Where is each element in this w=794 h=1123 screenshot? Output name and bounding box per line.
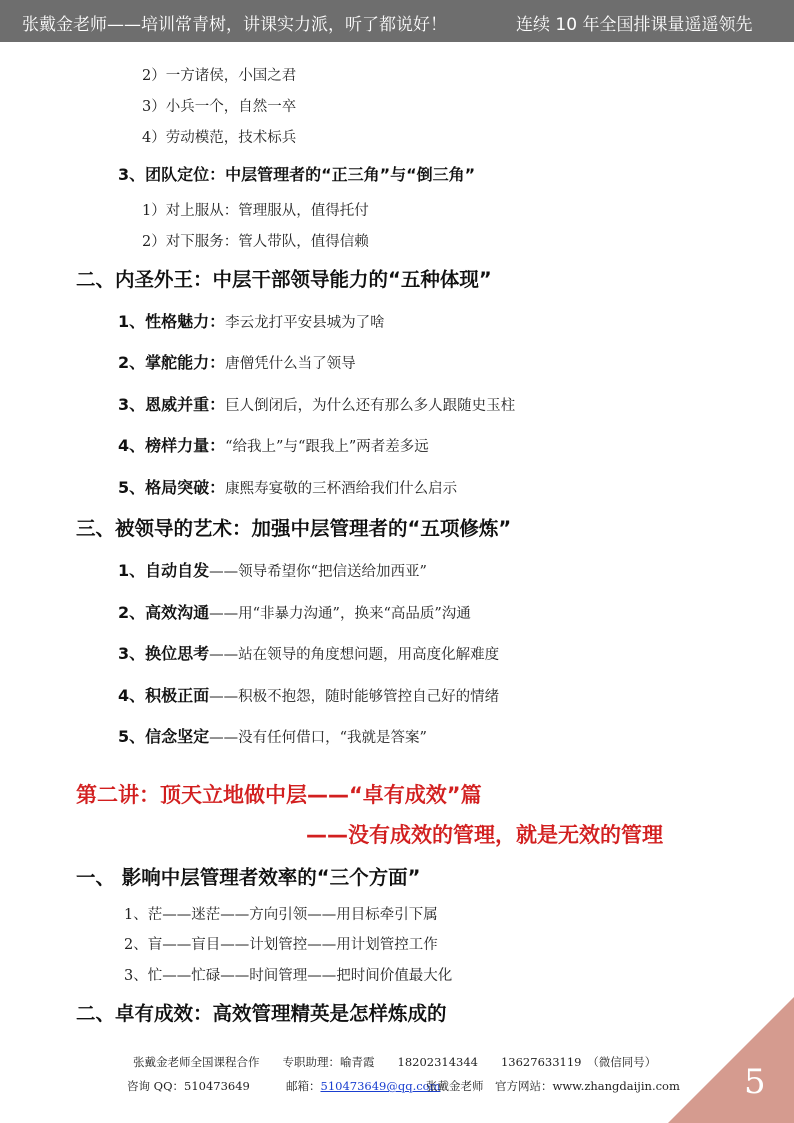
list-item: 3、忙——忙碌——时间管理——把时间价值最大化: [124, 968, 453, 984]
page-header: [0, 0, 794, 42]
item-desc: ——没有任何借口，“我就是答案”: [209, 730, 427, 746]
footer-website: 张戴金老师 官方网站：www.zhangdaijin.com: [426, 1079, 680, 1093]
item-desc: 康熙寿宴敬的三杯酒给我们什么启示: [225, 481, 458, 497]
item-label: 3、恩威并重：: [118, 395, 226, 414]
lecture-subtitle: ——没有成效的管理，就是无效的管理: [306, 823, 663, 847]
item-desc: ——用“非暴力沟通”，换来“高品质”沟通: [209, 606, 471, 622]
header-ranking: 连续 10 年全国排课量遥遥领先: [516, 15, 753, 35]
lecture-title: 第二讲：顶天立地做中层——“卓有成效”篇: [76, 783, 482, 807]
footer-qq: 咨询 QQ：510473649: [127, 1079, 250, 1093]
list-item: 2）对下服务：管人带队，值得信赖: [142, 234, 369, 250]
item-desc: 巨人倒闭后，为什么还有那么多人跟随史玉柱: [225, 398, 516, 414]
item-desc: ——积极不抱怨，随时能够管控自己好的情绪: [209, 689, 500, 705]
list-item: 2）一方诸侯，小国之君: [142, 68, 297, 84]
item-label: 3、换位思考: [118, 644, 210, 663]
section-heading: 三、被领导的艺术：加强中层管理者的“五项修炼”: [76, 517, 512, 540]
item-desc: “给我上”与“跟我上”两者差多远: [225, 439, 429, 455]
list-item: [118, 350, 356, 373]
footer-email: [286, 1078, 441, 1094]
item-desc: ——站在领导的角度想问题，用高度化解难度: [209, 647, 500, 663]
item-heading: 3、团队定位：中层管理者的“正三角”与“倒三角”: [118, 165, 476, 184]
section-heading: 二、卓有成效：高效管理精英是怎样炼成的: [76, 1002, 447, 1025]
list-item: [118, 558, 427, 581]
header-slogan: 张戴金老师——培训常青树，讲课实力派，听了都说好！: [22, 15, 447, 35]
item-desc: 李云龙打平安县城为了啥: [225, 315, 385, 331]
item-label: 2、高效沟通: [118, 603, 210, 622]
email-link[interactable]: 510473649@qq.com: [320, 1079, 441, 1093]
item-label: 4、积极正面: [118, 686, 210, 705]
item-label: 1、自动自发: [118, 561, 210, 580]
item-desc: ——领导希望你“把信送给加西亚”: [209, 564, 427, 580]
item-label: 2、掌舵能力：: [118, 353, 226, 372]
section-heading: 二、内圣外王：中层干部领导能力的“五种体现”: [76, 268, 492, 291]
list-item: 4）劳动模范，技术标兵: [142, 130, 297, 146]
list-item: 2、盲——盲目——计划管控——用计划管控工作: [124, 937, 438, 953]
item-desc: 唐僧凭什么当了领导: [225, 356, 356, 372]
list-item: [118, 433, 429, 456]
section-heading: 一、 影响中层管理者效率的“三个方面”: [76, 866, 421, 889]
page-number: 5: [744, 1062, 766, 1102]
item-label: 4、榜样力量：: [118, 436, 226, 455]
item-label: 1、性格魅力：: [118, 312, 226, 331]
email-label: 邮箱：: [286, 1079, 321, 1093]
list-item: [118, 641, 499, 664]
list-item: 1）对上服从：管理服从，值得托付: [142, 203, 369, 219]
footer-contact: 张戴金老师全国课程合作 专职助理：喻青霞 18202314344 13627633119 （微信同号）: [133, 1055, 657, 1069]
list-item: 1、茫——迷茫——方向引领——用目标牵引下属: [124, 907, 438, 923]
list-item: [118, 392, 515, 415]
corner-decoration: [668, 997, 794, 1123]
list-item: 3）小兵一个，自然一卒: [142, 99, 297, 115]
list-item: [118, 475, 457, 498]
item-label: 5、格局突破：: [118, 478, 226, 497]
item-label: 5、信念坚定: [118, 727, 210, 746]
list-item: [118, 600, 471, 623]
list-item: [118, 683, 499, 706]
list-item: [118, 724, 427, 747]
list-item: [118, 309, 385, 332]
